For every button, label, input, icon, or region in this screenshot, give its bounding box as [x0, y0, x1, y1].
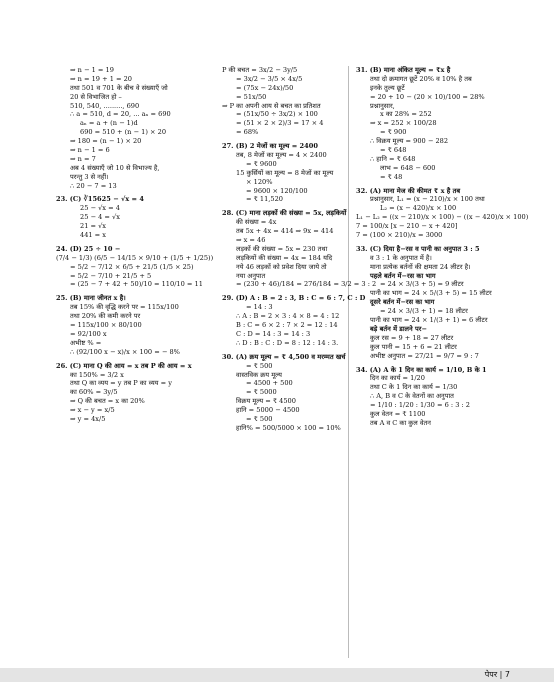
page-footer — [0, 668, 554, 682]
text-line: ∴ A, B व C के वेतनों का अनुपात — [370, 392, 454, 401]
text-line: ∴ 20 − 7 = 13 — [70, 181, 117, 190]
text-line: कुल वेतन = ₹ 1100 — [370, 409, 426, 418]
text-line: इनके तुल्य छूटें — [370, 83, 405, 92]
text-line: P की बचत = 3x/2 − 3y/5 — [222, 66, 298, 74]
equation-line: = 3x/2 − 3/5 × 4x/5 — [236, 74, 303, 83]
text-line: ∴ विक्रय मूल्य = 900 − 282 — [370, 137, 449, 146]
equation-line: = 5/2 − 7/10 + 21/5 + 5 — [70, 271, 152, 280]
text-line: तथा C के 1 दिन का कार्य = 1/30 — [370, 383, 458, 392]
text-line: लड़कों की संख्या = 5x = 230 तथा — [236, 244, 328, 253]
question-27: 27. (B) 2 मेजों का मूल्य = 2400 — [222, 142, 318, 151]
question-24: 24. (D) 25 ÷ 10 − — [56, 244, 121, 253]
equation-line: L₂ = (x − 420)/x × 100 — [380, 204, 457, 213]
equation-line: = 1/10 : 1/20 : 1/30 = 6 : 3 : 2 — [370, 401, 470, 410]
text-line: ⇒ n − 1 = 6 — [70, 146, 110, 155]
equation-line: = (51x/50 ÷ 3x/2) × 100 — [236, 110, 318, 119]
question-23: 23. (C) ∛15625 − √x = 4 — [56, 195, 144, 204]
equation-line: पानी का भाग = 24 × 1/(3 + 1) = 6 लीटर — [370, 316, 488, 325]
page-number: पेपर | 7 — [484, 670, 510, 679]
equation-line: = 24 × 3/(3 + 5) = 9 लीटर — [380, 280, 464, 289]
text-line: ⇒ n = 7 — [70, 154, 96, 163]
text-line: माना प्रत्येक बर्तनों की क्षमता 24 लीटर है। — [370, 262, 471, 271]
text-line: 510, 540, ........., 690 — [70, 101, 140, 110]
text-line: ⇒ x = 46 — [236, 236, 266, 245]
equation-line: = (51 × 2 × 2)/3 = 17 × 4 — [236, 119, 324, 128]
text-line: परन्तु 3 से नहीं। — [70, 172, 109, 181]
text-line: ⇒ P का अपनी आय से बचत का प्रतिशत — [222, 101, 321, 110]
text-line: ⇒ n = 19 + 1 = 20 — [70, 74, 132, 83]
text-line: व 3 : 1 के अनुपात में है। — [370, 253, 432, 262]
question-31: 31. (B) माना अंकित मूल्य = ₹x है — [356, 66, 451, 74]
equation-line: ⇒ y = 4x/5 — [70, 414, 106, 423]
equation-line: = (75x − 24x)/50 — [236, 83, 294, 92]
subheading: पहले बर्तन में−रस का भाग — [370, 271, 436, 280]
text-line: = ₹ 9600 — [246, 159, 277, 168]
text-line: हानि = 5000 − 4500 — [236, 406, 300, 415]
text-line: 25 − √x = 4 — [80, 204, 120, 213]
text-line: तथा 20% की कमी करने पर — [70, 312, 141, 321]
text-line: नये 46 लड़कों को प्रवेश दिया जाये तो — [236, 262, 327, 271]
text-line: लड़कियों की संख्या = 4x = 184 यदि — [236, 253, 333, 262]
equation-line: = (230 + 46)/184 = 276/184 = 3/2 = 3 : 2 — [236, 280, 377, 289]
text-line: तब 15% की वृद्धि करने पर = 115x/100 — [70, 303, 179, 312]
equation-line: अभीष्ट अनुपात = 27/21 = 9/7 = 9 : 7 — [370, 351, 479, 360]
equation-line: B : C = 6 × 2 : 7 × 2 = 12 : 14 — [236, 321, 338, 330]
equation-line: L₁ − L₂ = ((x − 210)/x × 100) − ((x − 420)/x × 100) — [356, 213, 529, 222]
text-line: का 150% = 3/2 x — [70, 370, 124, 379]
question-28: 28. (C) माना लड़कों की संख्या = 5x, लड़कियों — [222, 209, 347, 218]
column-right — [356, 66, 529, 428]
text-line: 441 = x — [80, 231, 107, 240]
equation-line: = 68% — [236, 128, 259, 137]
text-line: 690 = 510 + (n − 1) × 20 — [80, 128, 167, 137]
equation-line: = 9600 × 120/100 — [246, 186, 308, 195]
equation-line: = (25 − 7 + 42 + 50)/10 = 110/10 = 11 — [70, 280, 203, 289]
text-line: 15 कुर्सियों का मूल्य = 8 मेजों का मूल्य — [236, 168, 334, 177]
text-line: तब A व C का कुल वेतन — [370, 418, 431, 427]
text-line: तथा दो क्रमागत छूटें 20% व 10% है तब — [370, 74, 472, 83]
equation-line: = 20 + 10 − (20 × 10)/100 = 28% — [370, 92, 485, 101]
text-line: ∴ a = 510, d = 20, ... aₙ = 690 — [70, 110, 171, 119]
text-line: ⇒ Q की बचत = x का 20% — [70, 397, 145, 406]
text-line: अब 4 संख्याएँ जो 10 से विभाज्य है, — [70, 163, 160, 172]
text-line: 21 = √x — [80, 222, 107, 231]
text-line: × 120% — [246, 177, 273, 186]
equation-line: = 51x/50 — [236, 92, 267, 101]
subheading: दूसरे बर्तन में−रस का भाग — [370, 298, 435, 307]
text-line: लाभ = 648 − 600 — [380, 163, 436, 172]
question-25: 25. (B) माना जीनत x है। — [56, 294, 126, 303]
text-line: ⇒ 180 = (n − 1) × 20 — [70, 137, 142, 146]
equation-line: ∴ (92/100 x − x)/x × 100 = − 8% — [70, 347, 180, 356]
equation-line: (7/4 − 1/3) (6/5 − 14/15 × 9/10 + (1/5 + 1/25)) — [56, 253, 214, 262]
text-line: कुल रस = 9 + 18 = 27 लीटर — [370, 333, 454, 342]
equation-line: 7 = (100 × 210)/x = 3000 — [356, 231, 443, 240]
equation-line: = ₹ 5000 — [246, 388, 277, 397]
text-line: तब, 8 मेजों का मूल्य = 4 × 2400 — [236, 151, 327, 160]
text-line: = ₹ 48 — [380, 172, 403, 181]
text-line: = ₹ 500 — [246, 414, 273, 423]
equation-line: = ₹ 11,520 — [246, 195, 283, 204]
text-line: = 14 : 3 — [246, 303, 273, 312]
question-33: 33. (C) दिया है−रस व पानी का अनुपात 3 : 5 — [356, 244, 480, 253]
text-line: ∴ हानि = ₹ 648 — [370, 154, 416, 163]
equation-line: = 92/100 x — [70, 329, 107, 338]
text-line: तथा 501 व 701 के बीच वे संख्याएँ जो — [70, 83, 168, 92]
equation-line: = 4500 + 500 — [246, 379, 293, 388]
text-line: 25 − 4 = √x — [80, 213, 120, 222]
text-line: विक्रय मूल्य = ₹ 4500 — [236, 397, 296, 406]
question-26: 26. (C) माना Q की आय = x तब P की आय = x — [56, 361, 192, 370]
text-line: तब 5x + 4x = 414 ⇒ 9x = 414 — [236, 227, 334, 236]
equation-line: 7 = 100/x [x − 210 − x + 420] — [356, 222, 458, 231]
equation-line: हानि% = 500/5000 × 100 = 10% — [236, 423, 341, 432]
text-line: x का 28% = 252 — [380, 110, 432, 119]
equation-line: पानी का भाग = 24 × 5/(3 + 5) = 15 लीटर — [370, 289, 492, 298]
text-line: दिन का कार्य = 1/20 — [370, 374, 425, 383]
equation-line: ∴ D : B : C : D = 8 : 12 : 14 : 3. — [236, 338, 339, 347]
text-line: 20 से विभाजित हो – — [70, 92, 122, 101]
text-line: नया अनुपात — [236, 271, 266, 280]
equation-line: ⇒ x − y = x/5 — [70, 406, 115, 415]
question-32: 32. (A) माना मेज की कीमत ₹ x है तब — [356, 186, 461, 195]
text-line: aₙ = a + (n − 1)d — [80, 119, 138, 128]
equation-line: ⇒ x = 252 × 100/28 — [370, 119, 437, 128]
equation-line: = 5/2 − 7/12 × 6/5 + 21/5 (1/5 × 25) — [70, 262, 194, 271]
equation-line: = 24 × 3/(3 + 1) = 18 लीटर — [380, 307, 468, 316]
text-line: अभीष्ट % = — [70, 338, 102, 347]
text-line: वास्तविक क्रय मूल्य — [236, 370, 282, 379]
text-line: = ₹ 900 — [380, 128, 407, 137]
text-line: ⇒ n − 1 = 19 — [70, 66, 114, 74]
text-line: = ₹ 648 — [380, 146, 407, 155]
equation-line: = 115x/100 × 80/100 — [70, 321, 142, 330]
text-line: प्रश्नानुसार, — [370, 101, 395, 110]
equation-line: C : D = 14 : 3 = 14 : 3 — [236, 329, 311, 338]
text-line: कुल पानी = 15 + 6 = 21 लीटर — [370, 342, 457, 351]
text-line: का 60% = 3y/5 — [70, 388, 118, 397]
text-line: = ₹ 500 — [246, 361, 273, 370]
column-middle — [222, 66, 377, 433]
text-line: तथा Q का व्यय = y तब P का व्यय = y — [70, 379, 172, 388]
question-29: 29. (D) A : B = 2 : 3, B : C = 6 : 7, C : D — [222, 294, 366, 303]
equation-line: ∴ A : B = 2 × 3 : 4 × 8 = 4 : 12 — [236, 312, 340, 321]
column-left — [56, 66, 220, 424]
question-30: 30. (A) क्रय मूल्य = ₹ 4,500 व मरम्मत खर्च — [222, 352, 346, 361]
text-line: की संख्या = 4x — [236, 218, 277, 227]
subheading: बड़े बर्तन में डालने पर− — [370, 324, 427, 333]
equation-line: प्रश्नानुसार, L₁ = (x − 210)/x × 100 तथा — [370, 195, 485, 204]
question-34: 34. (A) A के 1 दिन का कार्य = 1/10, B के 1 — [356, 365, 487, 374]
